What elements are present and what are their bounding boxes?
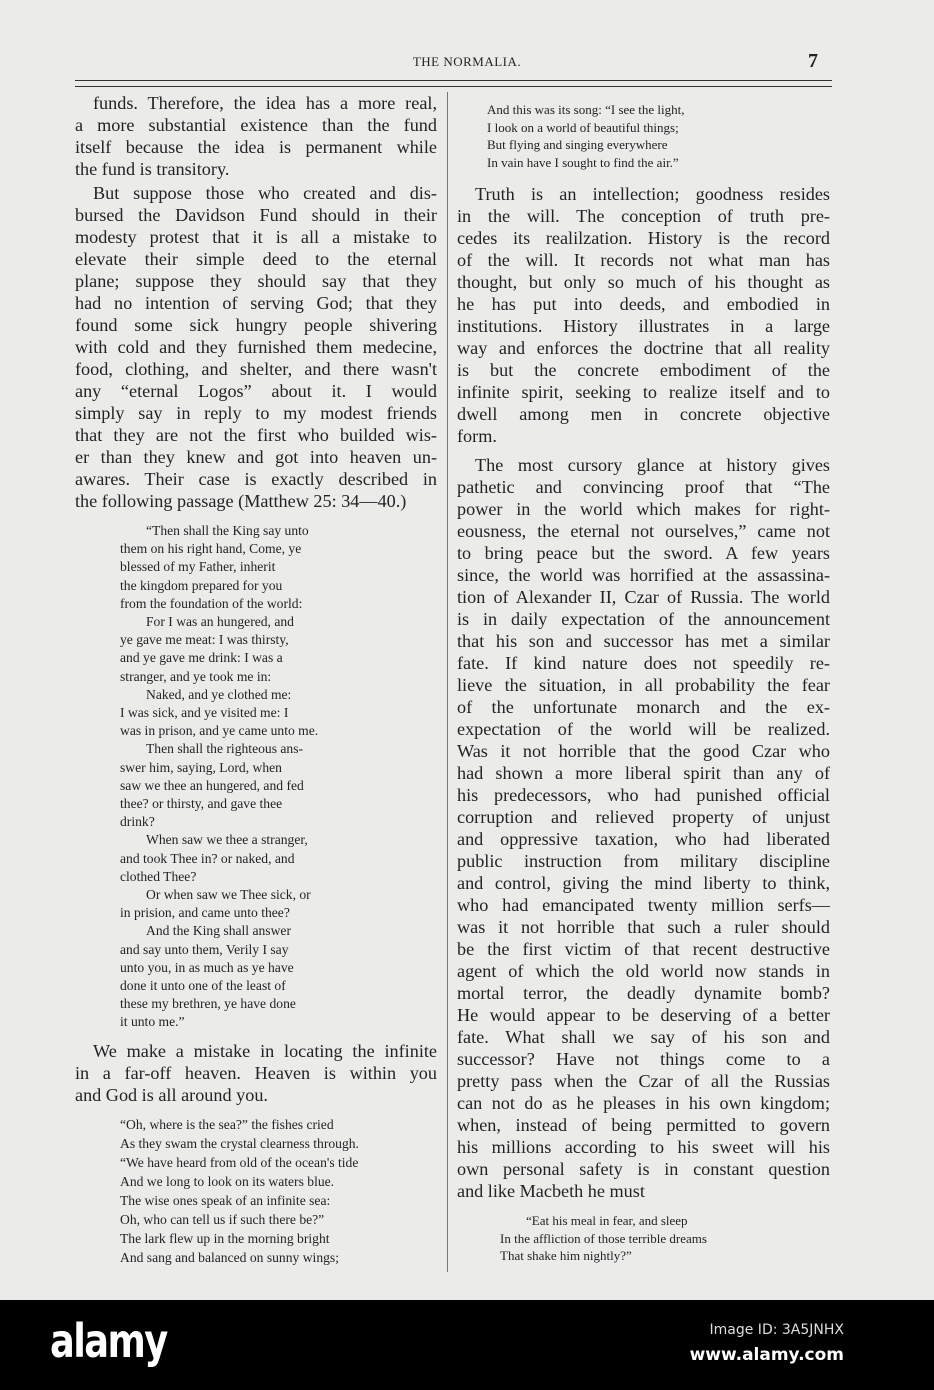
- text-line: Oh, who can tell us if such there be?”: [120, 1212, 325, 1227]
- text-line: since, the world was horrified at the assassina-: [457, 565, 830, 585]
- right-poem: [487, 101, 807, 171]
- text-line: mortal terror, the deadly dynamite bomb?: [457, 983, 830, 1003]
- text-line: And sang and balanced on sunny wings;: [120, 1250, 339, 1265]
- alamy-logo: alamy: [50, 1314, 167, 1368]
- right-paragraph-2: [457, 454, 830, 1202]
- text-line: in the will. The conception of truth pre-: [457, 206, 830, 226]
- text-line: Or when saw we Thee sick, or: [146, 887, 311, 903]
- text-line: itself because the idea is permanent while: [75, 137, 437, 157]
- text-line: in prision, and came unto thee?: [120, 905, 290, 921]
- text-line: public instruction from military discipline: [457, 851, 830, 871]
- text-line: In the affliction of those terrible dreams: [500, 1230, 707, 1246]
- text-line: with cold and they furnished them medecine,: [75, 337, 437, 357]
- text-line: awares. Their case is exactly described in: [75, 469, 437, 489]
- running-header: THE NORMALIA.: [412, 54, 522, 69]
- header-rule-double: [75, 86, 832, 87]
- text-line: er than they knew and got into heaven un-: [75, 447, 437, 467]
- text-line: that his son and successor has met a similar: [457, 631, 830, 651]
- text-line: the following passage (Matthew 25: 34—40.): [75, 491, 407, 511]
- text-line: any “eternal Logos” about it. I would: [75, 381, 437, 401]
- text-line: was in prison, and ye came unto me.: [120, 723, 319, 739]
- text-line: power in the world which makes for right-: [457, 499, 830, 519]
- text-line: had no intention of serving God; that they: [75, 293, 437, 313]
- text-line: drink?: [120, 814, 155, 830]
- text-line: funds. Therefore, the idea has a more real,: [93, 93, 437, 113]
- text-line: bursed the Davidson Fund should in their: [75, 205, 437, 225]
- text-line: He would appear to be deserving of a better: [457, 1005, 830, 1025]
- text-line: Truth is an intellection; goodness resides: [475, 184, 830, 204]
- text-line: The most cursory glance at history gives: [475, 455, 830, 475]
- text-line: ye gave me meat: I was thirsty,: [120, 632, 289, 648]
- left-paragraph-2: [75, 182, 437, 512]
- text-line: form.: [457, 426, 497, 446]
- text-line: own personal safety is in constant question: [457, 1159, 830, 1179]
- text-line: way and enforces the doctrine that all reality: [457, 338, 830, 358]
- watermark-bar: [0, 1300, 934, 1390]
- text-line: agent of which the old world now stands in: [457, 961, 830, 981]
- text-line: food, clothing, and shelter, and there wasn't: [75, 359, 437, 379]
- text-line: eousness, the eternal not ourselves,” came not: [457, 521, 830, 541]
- text-line: is in daily expectation of the announcement: [457, 609, 830, 629]
- text-line: of the unfortunate monarch and the ex-: [457, 697, 830, 717]
- text-line: and God is all around you.: [75, 1085, 268, 1105]
- text-line: unto you, in as much as ye have: [120, 959, 294, 975]
- left-poem: [120, 1115, 420, 1267]
- text-line: plane; suppose they should say that they: [75, 271, 437, 291]
- scripture-quote: [120, 522, 382, 1032]
- text-line: them on his right hand, Come, ye: [120, 541, 302, 557]
- text-line: his millions according to his sweet will his: [457, 1137, 830, 1157]
- right-paragraph-1: [457, 183, 830, 447]
- text-line: lieve the situation, in all probability the fear: [457, 675, 830, 695]
- text-line: corruption and relieved property of unjust: [457, 807, 830, 827]
- text-line: in a far-off heaven. Heaven is within you: [75, 1063, 437, 1083]
- text-line: fate. What shall we say of his son and: [457, 1027, 830, 1047]
- text-line: The wise ones speak of an infinite sea:: [120, 1193, 331, 1208]
- text-line: thought, but only so much of his thought as: [457, 272, 830, 292]
- text-line: stranger, and ye took me in:: [120, 668, 272, 684]
- text-line: Was it not horrible that the good Czar who: [457, 741, 830, 761]
- text-line: I look on a world of beautiful things;: [487, 119, 679, 135]
- text-line: his predecessors, who had punished official: [457, 785, 830, 805]
- image-id: Image ID: 3A5JNHX: [709, 1322, 844, 1338]
- column-divider: [447, 92, 448, 1272]
- text-line: who had emancipated twenty million serfs—: [457, 895, 830, 915]
- text-line: fate. If kind nature does not speedily re-: [457, 653, 830, 673]
- text-line: elevate their simple deed to the eternal: [75, 249, 437, 269]
- text-line: infinite spirit, seeking to realize itself and to: [457, 382, 830, 402]
- text-line: and control, giving the mind liberty to think,: [457, 873, 830, 893]
- text-line: “Oh, where is the sea?” the fishes cried: [120, 1117, 334, 1132]
- text-line: “We have heard from old of the ocean's tide: [120, 1155, 359, 1170]
- text-line: and oppressive taxation, who had liberated: [457, 829, 830, 849]
- text-line: be the first victim of that recent destructive: [457, 939, 830, 959]
- text-line: and like Macbeth he must: [457, 1181, 645, 1201]
- text-line: had shown a more liberal spirit than any of: [457, 763, 830, 783]
- text-line: simply say in reply to my modest friends: [75, 403, 437, 423]
- text-line: blessed of my Father, inherit: [120, 559, 276, 575]
- text-line: of the will. It records not what man has: [457, 250, 830, 270]
- macbeth-quote: [500, 1212, 820, 1265]
- text-line: tion of Alexander II, Czar of Russia. The world: [457, 587, 830, 607]
- text-line: “Then shall the King say unto: [146, 523, 309, 538]
- text-line: We make a mistake in locating the infinite: [93, 1041, 437, 1061]
- text-line: That shake him nightly?”: [500, 1248, 632, 1263]
- text-line: is but the concrete embodiment of the: [457, 360, 830, 380]
- text-line: and took Thee in? or naked, and: [120, 850, 295, 866]
- header-rule: [75, 80, 832, 81]
- text-line: to bring peace but the sword. A few years: [457, 543, 830, 563]
- text-line: Naked, and ye clothed me:: [146, 686, 292, 702]
- text-line: the fund is transitory.: [75, 159, 230, 179]
- text-line: the kingdom prepared for you: [120, 577, 283, 593]
- text-line: successor? Have not things come to a: [457, 1049, 830, 1069]
- text-line: he has put into deeds, and embodied in: [457, 294, 830, 314]
- text-line: modesty protest that it is all a mistake to: [75, 227, 437, 247]
- text-line: When saw we thee a stranger,: [146, 832, 308, 848]
- text-line: that they are not the first who builded wis-: [75, 425, 437, 445]
- text-line: Then shall the righteous ans-: [146, 741, 304, 757]
- text-line: But suppose those who created and dis-: [93, 183, 437, 203]
- text-line: The lark flew up in the morning bright: [120, 1231, 330, 1246]
- text-line: can not do as he pleases in his own kingdom;: [457, 1093, 830, 1113]
- text-line: pathetic and convincing proof that “The: [457, 477, 830, 497]
- text-line: done it unto one of the least of: [120, 978, 286, 994]
- text-line: As they swam the crystal clearness through.: [120, 1136, 359, 1151]
- text-line: clothed Thee?: [120, 868, 197, 884]
- text-line: swer him, saying, Lord, when: [120, 759, 282, 775]
- text-line: And the King shall answer: [146, 923, 291, 939]
- page-number: 7: [808, 50, 818, 72]
- text-line: dwell among men in concrete objective: [457, 404, 830, 424]
- text-line: found some sick hungry people shivering: [75, 315, 437, 335]
- text-line: pretty pass when the Czar of all the Russias: [457, 1071, 830, 1091]
- text-line: when, instead of being permitted to govern: [457, 1115, 830, 1135]
- text-line: was it not horrible that such a ruler should: [457, 917, 830, 937]
- left-paragraph-1: [75, 92, 437, 180]
- text-line: In vain have I sought to find the air.”: [487, 154, 679, 170]
- text-line: institutions. History illustrates in a large: [457, 316, 830, 336]
- text-line: these my brethren, ye have done: [120, 996, 296, 1012]
- text-line: and say unto them, Verily I say: [120, 941, 289, 957]
- text-line: I was sick, and ye visited me: I: [120, 705, 289, 721]
- text-line: cedes its realilzation. History is the record: [457, 228, 830, 248]
- text-line: For I was an hungered, and: [146, 614, 294, 630]
- text-line: “Eat his meal in fear, and sleep: [526, 1213, 688, 1228]
- text-line: But flying and singing everywhere: [487, 137, 668, 152]
- text-line: expectation of the world will be realized.: [457, 719, 830, 739]
- text-line: And we long to look on its waters blue.: [120, 1174, 335, 1189]
- text-line: from the foundation of the world:: [120, 595, 303, 611]
- left-paragraph-3: [75, 1040, 437, 1106]
- text-line: and ye gave me drink: I was a: [120, 650, 283, 666]
- text-line: saw we thee an hungered, and fed: [120, 777, 304, 793]
- text-line: a more substantial existence than the fund: [75, 115, 437, 135]
- text-line: it unto me.”: [120, 1014, 185, 1030]
- watermark-url: www.alamy.com: [689, 1345, 844, 1365]
- text-line: And this was its song: “I see the light,: [487, 102, 685, 117]
- text-line: thee? or thirsty, and gave thee: [120, 796, 283, 812]
